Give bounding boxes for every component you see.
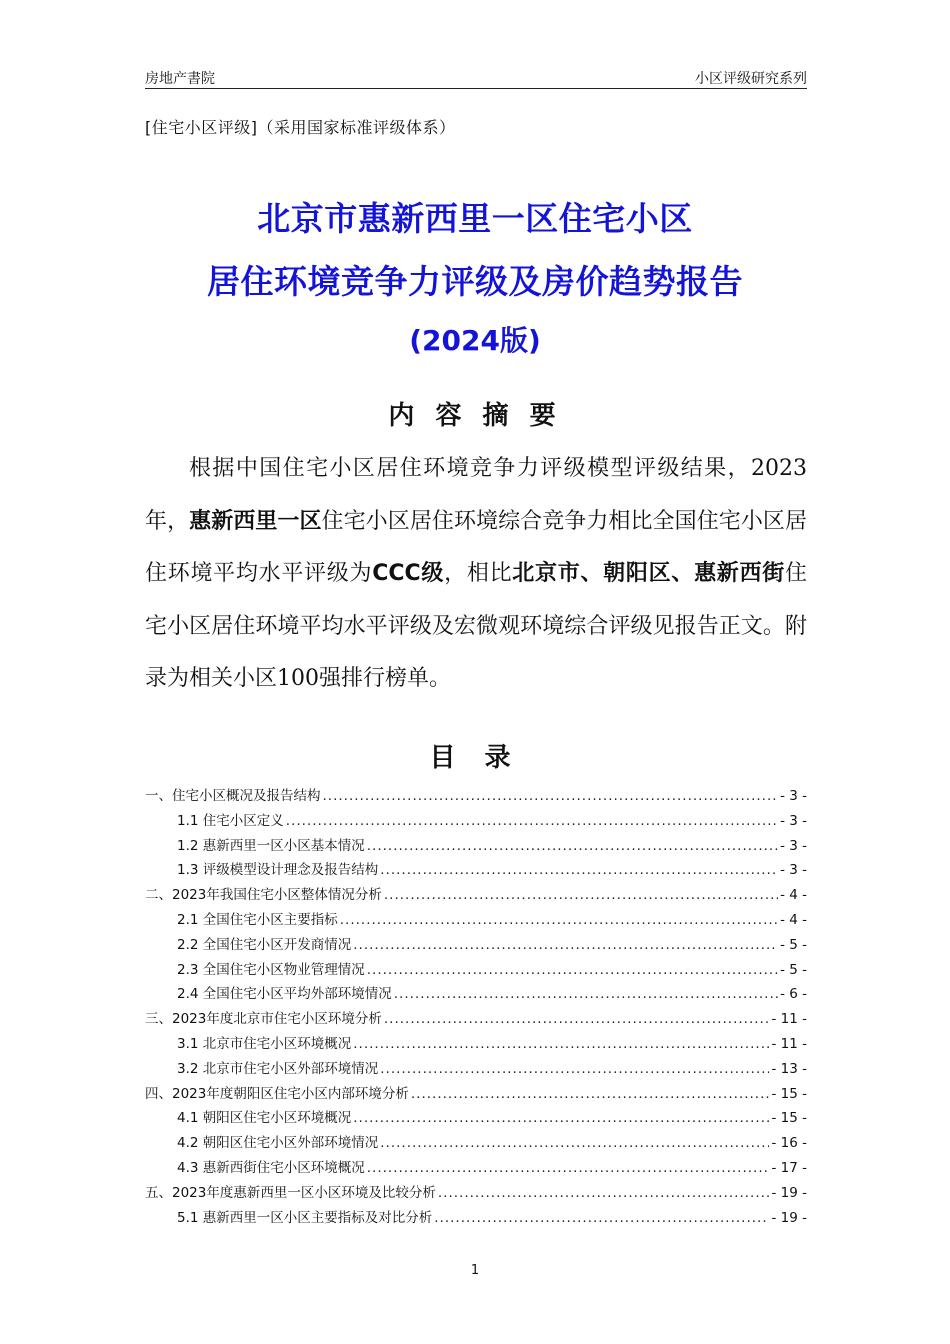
toc-entry-label: 2.3 全国住宅小区物业管理情况 (177, 961, 365, 978)
abstract-body (145, 443, 807, 706)
toc-leader-dots (353, 1032, 769, 1057)
toc-leader-dots (353, 1106, 769, 1131)
toc-entry-page: - 11 - (771, 1011, 807, 1028)
toc-leader-dots (380, 1131, 769, 1156)
toc-leader-dots (367, 1156, 770, 1181)
toc-entry-label: 三、2023年度北京市住宅小区环境分析 (145, 1011, 382, 1028)
toc-entry-page: - 5 - (780, 936, 807, 953)
toc-entry-label: 1.3 评级模型设计理念及报告结构 (177, 862, 379, 879)
toc-entry-page: - 15 - (771, 1110, 807, 1127)
abstract-text: 2023年， (145, 456, 807, 534)
toc-entry-label: 1.1 住宅小区定义 (177, 812, 284, 829)
toc-entry[interactable] (145, 1131, 807, 1156)
toc-leader-dots (353, 933, 778, 958)
toc-heading: 目 录 (429, 743, 521, 773)
toc-entry-page: - 3 - (780, 812, 807, 829)
abstract-rating: CCC级 (372, 561, 445, 586)
abstract-text: 住宅小区居住环境综合竞争力相比全国住宅小区居住环境平均水平评级为 (145, 508, 807, 586)
toc-leader-dots (438, 1181, 770, 1206)
header-series: 小区评级研究系列 (695, 71, 807, 87)
abstract-community-name: 惠新西里一区 (189, 508, 322, 534)
toc-entry[interactable] (145, 809, 807, 834)
toc-entry[interactable] (145, 1106, 807, 1131)
toc-entry[interactable] (145, 883, 807, 908)
toc-entry-label: 一、住宅小区概况及报告结构 (145, 788, 321, 804)
toc-entry[interactable] (145, 1181, 807, 1206)
toc-leader-dots (380, 858, 778, 883)
toc-leader-dots (367, 958, 778, 983)
toc-leader-dots (340, 908, 778, 933)
abstract-text: 住宅小区居住环境平均水平评级及宏微观环境综合评级见报告正文。附录为相关小区100强排行榜单。 (145, 561, 807, 691)
toc-entry-label: 3.2 北京市住宅小区外部环境情况 (177, 1060, 379, 1077)
toc-entry-label: 2.1 全国住宅小区主要指标 (177, 911, 338, 928)
toc-entry-page: - 3 - (780, 788, 807, 804)
page-number: 1 (470, 1263, 480, 1278)
toc-entry[interactable] (145, 1156, 807, 1181)
toc-entry-page: - 16 - (771, 1135, 807, 1152)
page-header (145, 66, 807, 89)
toc-leader-dots (286, 809, 778, 834)
toc-entry-label: 1.2 惠新西里一区小区基本情况 (177, 837, 365, 854)
abstract-text: ，相比 (444, 561, 513, 586)
toc-entry-label: 3.1 北京市住宅小区环境概况 (177, 1035, 352, 1052)
toc-entry-page: - 4 - (780, 887, 807, 904)
toc-entry-page: - 19 - (771, 1209, 807, 1226)
title-line-1: 北京市惠新西里一区住宅小区 (257, 199, 693, 238)
toc-leader-dots (323, 784, 779, 809)
toc-entry[interactable] (145, 933, 807, 958)
toc-entry-page: - 13 - (771, 1060, 807, 1077)
toc-entry[interactable] (145, 858, 807, 883)
toc-entry-label: 四、2023年度朝阳区住宅小区内部环境分析 (145, 1085, 409, 1102)
toc-entry[interactable] (145, 1032, 807, 1057)
header-publisher: 房地产書院 (145, 71, 215, 87)
toc-entry[interactable] (145, 982, 807, 1007)
toc-entry[interactable] (145, 1007, 807, 1032)
toc-leader-dots (367, 834, 778, 859)
report-category-tag: [住宅小区评级]（采用国家标准评级体系） (145, 118, 456, 137)
abstract-text: 根据中国住宅小区居住环境竞争力评级模型评级结果， (189, 456, 751, 481)
title-line-2: 居住环境竞争力评级及房价趋势报告 (207, 262, 743, 301)
toc-entry[interactable] (145, 1057, 807, 1082)
toc-entry-label: 2.2 全国住宅小区开发商情况 (177, 936, 352, 953)
toc-entry[interactable] (145, 1082, 807, 1107)
title-edition: (2024版) (409, 324, 541, 357)
toc-leader-dots (411, 1082, 770, 1107)
toc-entry[interactable] (145, 958, 807, 983)
toc-entry-page: - 15 - (771, 1085, 807, 1102)
toc-entry-page: - 11 - (771, 1035, 807, 1052)
abstract-regions: 北京市、朝阳区、惠新西街 (512, 561, 785, 586)
toc-entry-page: - 3 - (780, 837, 807, 854)
toc-entry[interactable] (145, 784, 807, 809)
toc-entry-page: - 4 - (780, 911, 807, 928)
toc-entry-label: 4.3 惠新西街住宅小区环境概况 (177, 1159, 365, 1176)
toc-entry-label: 2.4 全国住宅小区平均外部环境情况 (177, 986, 392, 1003)
toc-entry-label: 4.2 朝阳区住宅小区外部环境情况 (177, 1135, 379, 1152)
toc-leader-dots (380, 1057, 769, 1082)
toc-entry[interactable] (145, 834, 807, 859)
toc-leader-dots (384, 1007, 770, 1032)
toc-leader-dots (384, 883, 778, 908)
toc-entry-label: 五、2023年度惠新西里一区小区环境及比较分析 (145, 1184, 436, 1201)
toc-entry-page: - 17 - (771, 1159, 807, 1176)
table-of-contents (145, 784, 807, 1230)
toc-entry-label: 二、2023年我国住宅小区整体情况分析 (145, 887, 382, 904)
abstract-heading: 内 容 摘 要 (388, 401, 562, 431)
toc-entry-page: - 5 - (780, 961, 807, 978)
toc-entry-label: 4.1 朝阳区住宅小区环境概况 (177, 1110, 352, 1127)
toc-entry-page: - 6 - (780, 986, 807, 1003)
toc-entry-page: - 3 - (780, 862, 807, 879)
toc-leader-dots (434, 1206, 769, 1231)
toc-entry-label: 5.1 惠新西里一区小区主要指标及对比分析 (177, 1209, 433, 1226)
toc-leader-dots (394, 982, 778, 1007)
toc-entry-page: - 19 - (771, 1184, 807, 1201)
toc-entry[interactable] (145, 908, 807, 933)
toc-entry[interactable] (145, 1206, 807, 1231)
